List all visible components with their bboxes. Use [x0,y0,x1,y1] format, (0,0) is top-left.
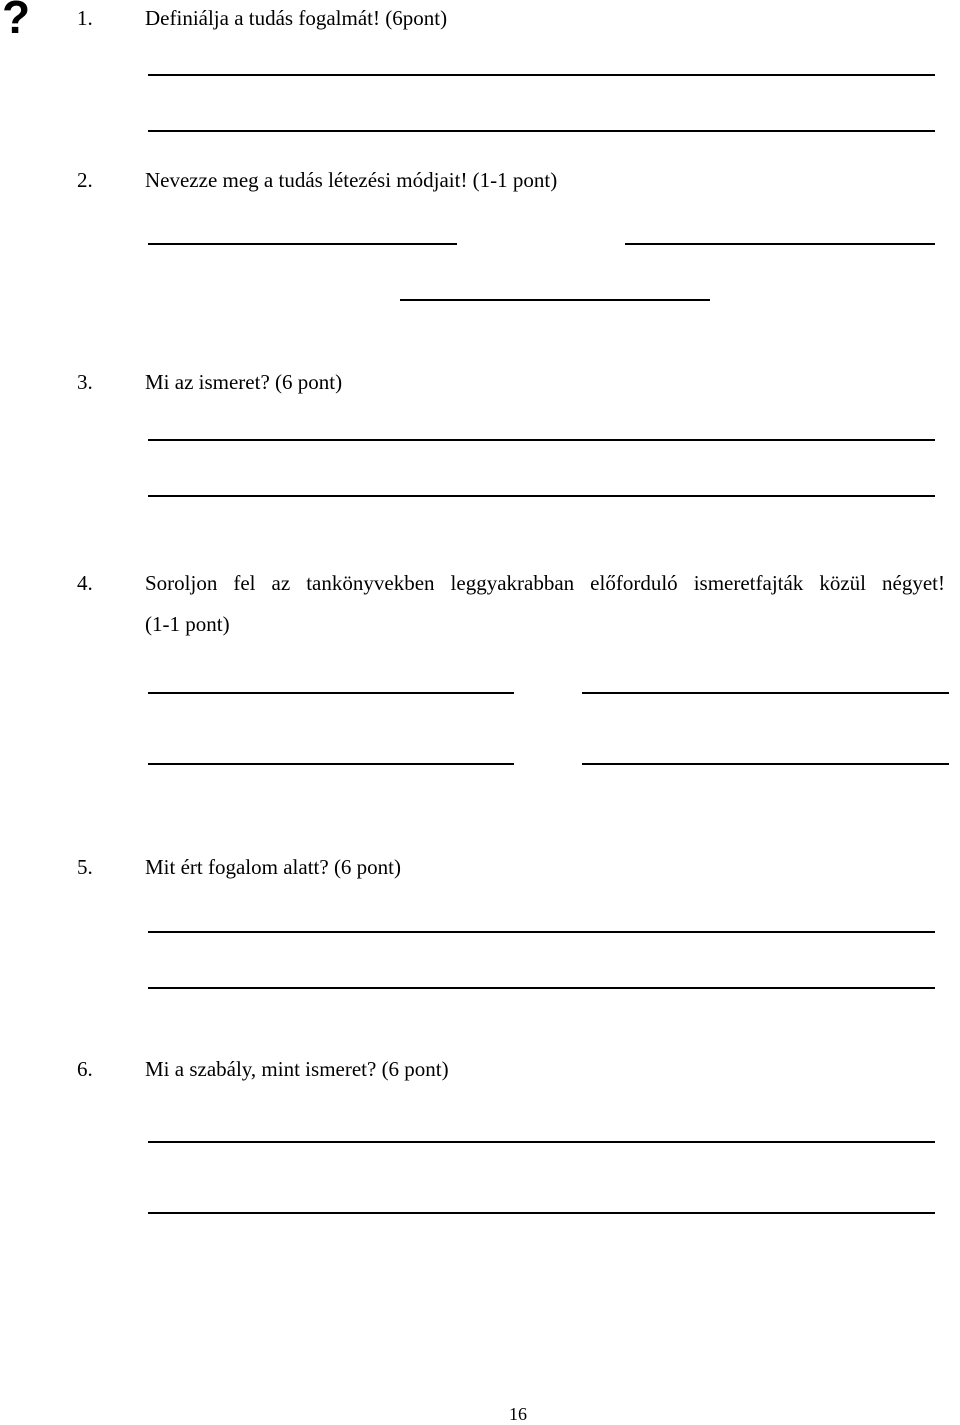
page-number: 16 [509,1404,527,1424]
question-text: Nevezze meg a tudás létezési módjait! (1-1 pont) [145,168,558,192]
answer-line[interactable] [148,130,935,132]
answer-line[interactable] [148,1141,935,1143]
question-text: Mi a szabály, mint ismeret? (6 pont) [145,1057,449,1081]
answer-line[interactable] [148,439,935,441]
answer-line[interactable] [582,692,949,694]
question-text: Soroljon fel az tankönyvekben leggyakrabban előforduló ismeretfajták közül négyet! [145,571,945,595]
question-text: Mi az ismeret? (6 pont) [145,370,343,394]
answer-line[interactable] [148,1212,935,1214]
answer-line[interactable] [148,692,514,694]
answer-line[interactable] [148,243,457,245]
answer-line[interactable] [148,74,935,76]
question-number: 2. [77,168,93,192]
question-mark-icon: ? [2,0,31,43]
answer-line[interactable] [148,495,935,497]
answer-line[interactable] [148,987,935,989]
answer-line[interactable] [400,299,710,301]
answer-line[interactable] [148,931,935,933]
question-number: 3. [77,370,93,394]
question-number: 4. [77,571,93,595]
answer-line[interactable] [582,763,949,765]
answer-line[interactable] [625,243,935,245]
question-text: Definiálja a tudás fogalmát! (6pont) [145,6,448,30]
question-number: 5. [77,855,93,879]
question-text: Mit ért fogalom alatt? (6 pont) [145,855,402,879]
question-number: 1. [77,6,93,30]
question-points: (1-1 pont) [145,612,230,636]
question-number: 6. [77,1057,93,1081]
answer-line[interactable] [148,763,514,765]
